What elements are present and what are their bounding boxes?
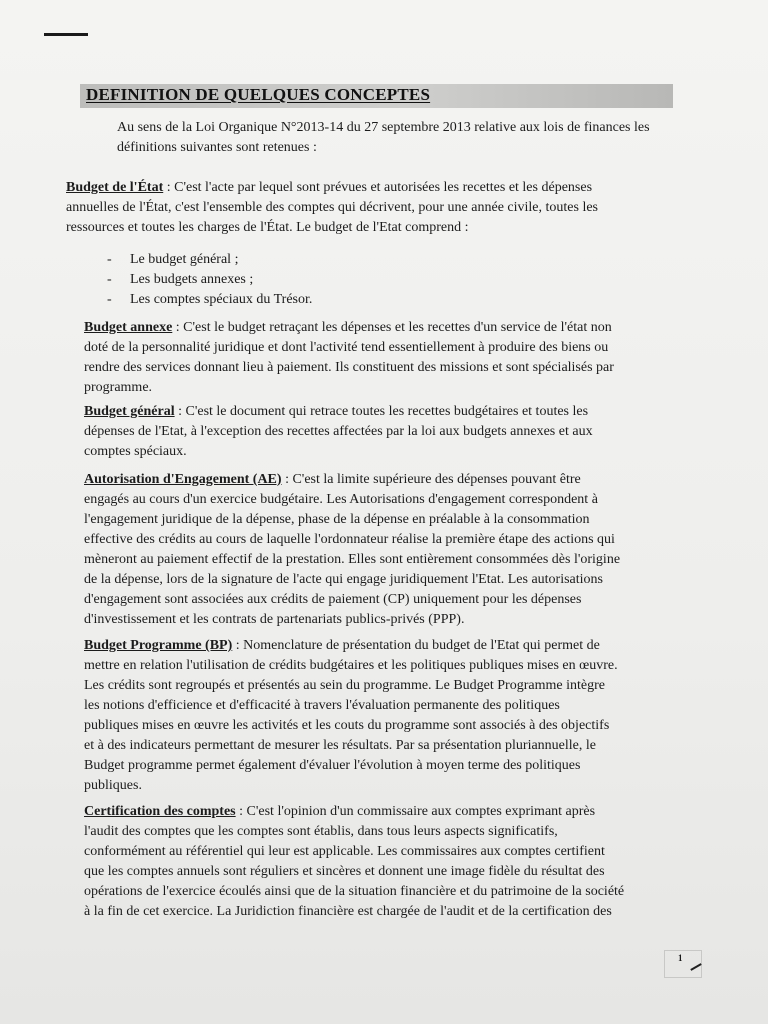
definition-text: : C'est le budget retraçant les dépenses et les recettes d'un service de l'état non [172,320,612,335]
definition-line: l'engagement juridique de la dépense, phase de la dépense en préalable à la consommation [84,512,590,527]
definition-line: Budget programme permet également d'évaluer l'évolution à moyen terme des politiques [84,758,581,773]
definition-line: conformément au référentiel qui leur est applicable. Les commissaires aux comptes certifient [84,844,605,859]
term-autorisation-engagement: Autorisation d'Engagement (AE) [84,472,282,487]
definition-line: rendre des services donnant lieu à paiement. Ils constituent des missions et sont spécialisés par [84,360,614,375]
definition-line: d'investissement et les contrats de partenariats publics-privés (PPP). [84,612,465,627]
definition-text: : C'est le document qui retrace toutes les recettes budgétaires et toutes les [174,404,589,419]
definition-certification [84,802,595,822]
definition-text: : C'est l'opinion d'un commissaire aux comptes exprimant après [235,804,596,819]
term-budget-programme: Budget Programme (BP) [84,638,233,653]
definition-autorisation-engagement [84,470,581,490]
definition-line: comptes spéciaux. [84,444,187,459]
definition-line: opérations de l'exercice écoulés ainsi que de la situation financière et du patrimoine de la société [84,884,625,899]
corner-mark [44,33,88,36]
definition-line: doté de la personnalité juridique et dont l'activité tend essentiellement à produire des biens ou [84,340,609,355]
definition-line: publiques. [84,778,142,793]
definition-text: : Nomenclature de présentation du budget de l'Etat qui permet de [232,638,600,653]
term-budget-annexe: Budget annexe [84,320,173,335]
definition-line: l'audit des comptes que les comptes sont établis, dans tous leurs aspects significatifs, [84,824,558,839]
definition-line: les notions d'efficience et d'efficacité à travers l'évaluation permanente des politiques [84,698,560,713]
definition-line: Les crédits sont regroupés et présentés au sein du programme. Le Budget Programme intègre [84,678,605,693]
intro-line: Au sens de la Loi Organique N°2013-14 du 27 septembre 2013 relative aux lois de finances les [117,120,650,135]
definition-budget-etat [66,178,592,198]
term-budget-etat: Budget de l'État [66,180,164,195]
definition-line: d'engagement sont associées aux crédits de paiement (CP) uniquement pour les dépenses [84,592,582,607]
bullet-dash: - [107,252,112,267]
definition-line: publiques mises en œuvre les activités et les couts du programme sont associés à des objectifs [84,718,610,733]
term-certification: Certification des comptes [84,804,236,819]
list-item: Le budget général ; [130,252,239,267]
definition-line: dépenses de l'Etat, à l'exception des recettes affectées par la loi aux budgets annexes et aux [84,424,593,439]
definition-line: et à des indicateurs permettant de mesurer les résultats. Par sa présentation pluriannuelle, le [84,738,596,753]
page-number: 1 [678,953,683,963]
bullet-dash: - [107,292,112,307]
definition-budget-annexe [84,318,612,338]
definition-line: programme. [84,380,153,395]
definition-line: engagés au cours d'un exercice budgétaire. Les Autorisations d'engagement correspondent à [84,492,598,507]
list-item: Les comptes spéciaux du Trésor. [130,292,313,307]
definition-line: de la dépense, lors de la signature de l'acte qui engage juridiquement l'Etat. Les autorisations [84,572,603,587]
definition-budget-general [84,402,588,422]
page-number-box [664,950,702,978]
definition-line: mettre en relation l'utilisation de crédits budgétaires et les politiques publiques mises en œuvre. [84,658,618,673]
definition-line: annuelles de l'État, c'est l'ensemble des comptes qui décrivent, pour une année civile, toutes les [66,200,599,215]
definition-line: à la fin de cet exercice. La Juridiction financière est chargée de l'audit et de la certification des [84,904,612,919]
definition-text: : C'est l'acte par lequel sont prévues et autorisées les recettes et les dépenses [163,180,593,195]
bullet-dash: - [107,272,112,287]
term-budget-general: Budget général [84,404,175,419]
definition-line: effective des crédits au cours de laquelle l'ordonnateur réalise la première étape des actions qui [84,532,615,547]
definition-line: que les comptes annuels sont réguliers et sincères et donnent une image fidèle du résultat des [84,864,605,879]
document-heading: DEFINITION DE QUELQUES CONCEPTES [86,85,431,104]
list-item: Les budgets annexes ; [130,272,254,287]
definition-budget-programme [84,636,600,656]
definition-line: mèneront au paiement effectif de la prestation. Elles sont entièrement consommées dès l'origine [84,552,621,567]
intro-line: définitions suivantes sont retenues : [117,140,317,155]
definition-line: ressources et toutes les charges de l'État. Le budget de l'Etat comprend : [66,220,469,235]
definition-text: : C'est la limite supérieure des dépenses pouvant être [281,472,581,487]
